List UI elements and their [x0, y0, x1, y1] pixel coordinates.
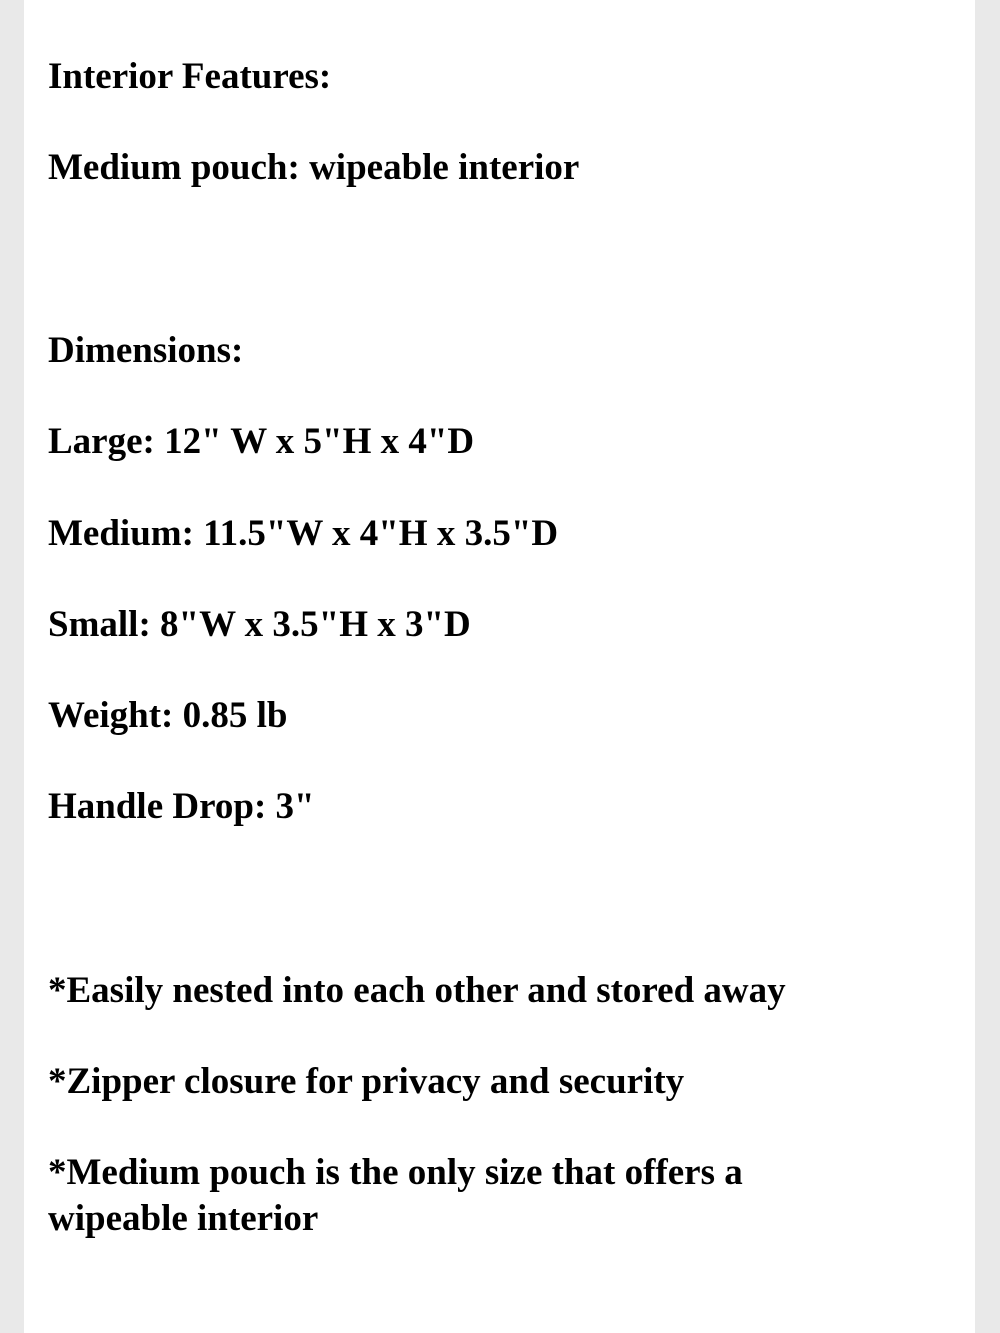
content-card [24, 0, 975, 1333]
note-wipeable: *Medium pouch is the only size that offers a wipeable interior [48, 1152, 743, 1239]
interior-feature-item: Medium pouch: wipeable interior [48, 147, 580, 188]
note-nested: *Easily nested into each other and stored away [48, 970, 786, 1011]
interior-features-heading: Interior Features: [48, 56, 332, 97]
dimension-handle-drop: Handle Drop: 3" [48, 786, 315, 827]
dimension-weight: Weight: 0.85 lb [48, 695, 288, 736]
dimensions-heading: Dimensions: [48, 330, 244, 371]
note-zipper: *Zipper closure for privacy and security [48, 1061, 685, 1102]
dimension-small: Small: 8"W x 3.5"H x 3"D [48, 604, 471, 645]
dimension-medium: Medium: 11.5"W x 4"H x 3.5"D [48, 513, 559, 554]
dimension-large: Large: 12" W x 5"H x 4"D [48, 421, 475, 462]
